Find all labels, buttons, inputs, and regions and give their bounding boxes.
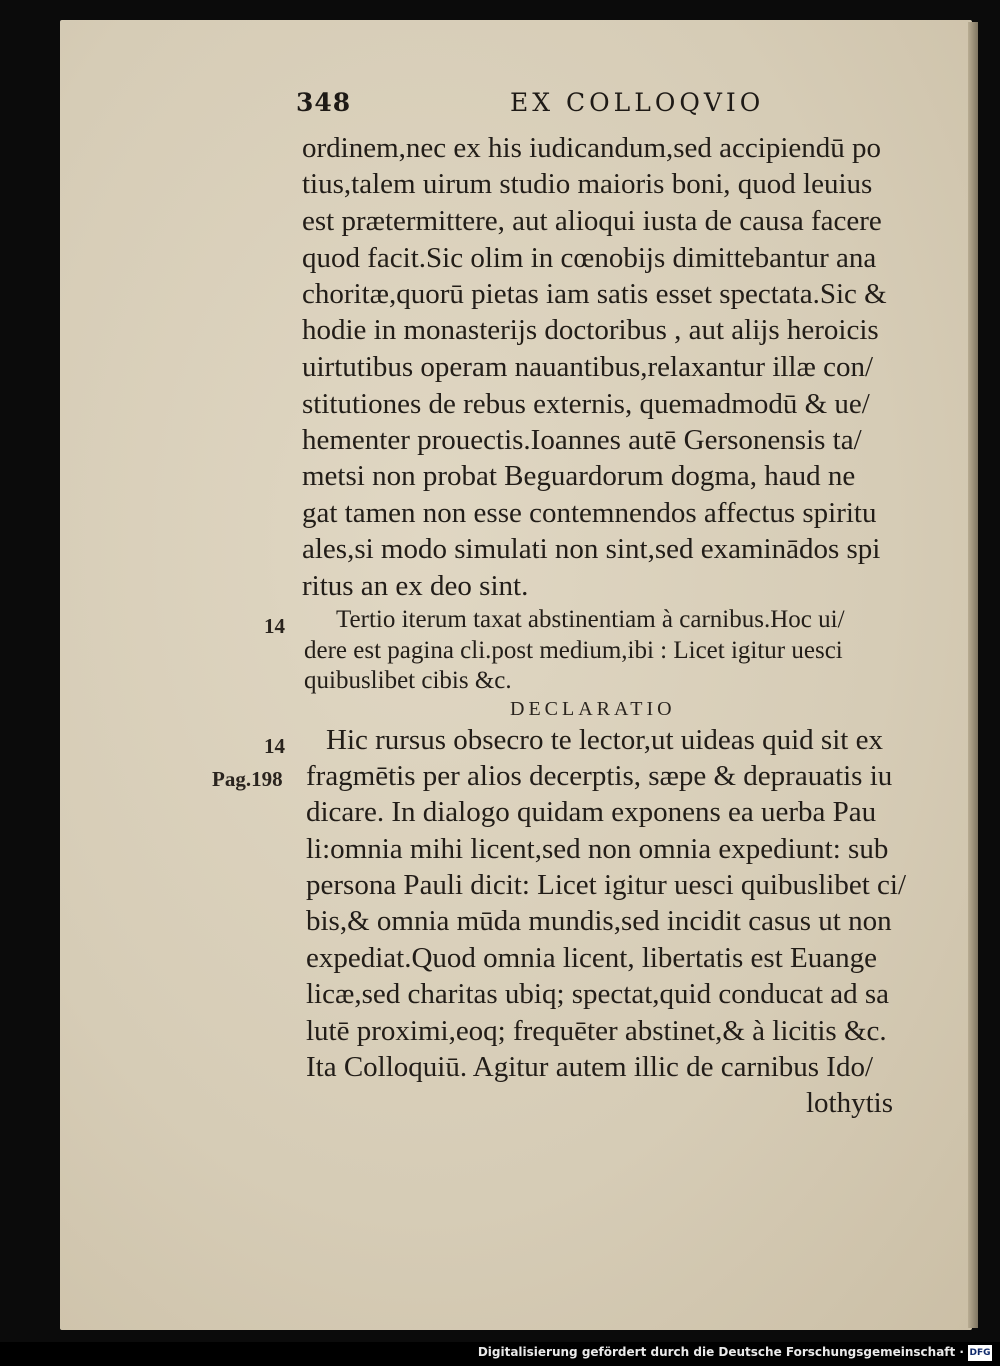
margin-note: 14 — [264, 734, 285, 758]
text-line: ordinem,nec ex his iudicandum,sed accipiendū po — [302, 132, 882, 164]
text-line: metsi non probat Beguardorum dogma, haud ne — [302, 460, 856, 492]
declaratio-line: fragmētis per alios decerptis, sæpe & deprauatis iu — [306, 760, 893, 792]
margin-note-page-ref: Pag.198 — [212, 767, 283, 791]
declaratio-line: expediat.Quod omnia licent, libertatis est Euange — [306, 942, 877, 974]
funding-credit: Digitalisierung gefördert durch die Deutsche Forschungsgemeinschaft · — [477, 1345, 964, 1359]
page-edge-shadow — [968, 22, 978, 1328]
declaratio-line: dicare. In dialogo quidam exponens ea uerba Pau — [306, 796, 877, 828]
declaratio-line: li:omnia mihi licent,sed non omnia expediunt: sub — [306, 833, 889, 865]
running-head — [296, 88, 776, 124]
text-line: stitutiones de rebus externis, quemadmodū & ue/ — [302, 388, 870, 420]
text-line: ales,si modo simulati non sint,sed examinādos spi — [302, 533, 881, 565]
declaratio-line: bis,& omnia mūda mundis,sed incidit casus ut non — [306, 905, 892, 937]
declaratio-line: Hic rursus obsecro te lector,ut uideas quid sit ex — [326, 724, 883, 756]
dfg-logo-icon: DFG — [968, 1345, 992, 1361]
quote-line: Tertio iterum taxat abstinentiam à carnibus.Hoc ui/ — [336, 606, 845, 633]
margin-note: 14 — [264, 614, 285, 638]
text-line: quod facit.Sic olim in cœnobijs dimittebantur ana — [302, 242, 877, 274]
declaratio-line: licæ,sed charitas ubiq; spectat,quid conducat ad sa — [306, 978, 890, 1010]
text-line: choritæ,quorū pietas iam satis esset spectata.Sic & — [302, 278, 887, 310]
text-line: est prætermittere, aut alioqui iusta de causa facere — [302, 205, 882, 237]
text-line: gat tamen non esse contemnendos affectus spiritu — [302, 497, 877, 529]
declaratio-heading: DECLARATIO — [510, 698, 676, 720]
text-line: uirtutibus operam nauantibus,relaxantur illæ con/ — [302, 351, 874, 383]
declaratio-line: persona Pauli dicit: Licet igitur uesci quibuslibet ci/ — [306, 869, 907, 901]
declaratio-line: lutē proximi,eoq; frequēter abstinet,& à licitis &c. — [306, 1015, 887, 1047]
text-line: tius,talem uirum studio maioris boni, quod leuius — [302, 168, 873, 200]
quote-line: dere est pagina cli.post medium,ibi : Licet igitur uesci — [304, 637, 843, 664]
text-line: hodie in monasterijs doctoribus , aut alijs heroicis — [302, 314, 879, 346]
running-title: EX COLLOQVIO — [510, 88, 765, 117]
page-number: 348 — [296, 88, 352, 117]
declaratio-line: Ita Colloquiū. Agitur autem illic de carnibus Ido/ — [306, 1051, 874, 1083]
footer-bar — [0, 1342, 1000, 1366]
text-line: ritus an ex deo sint. — [302, 570, 529, 602]
text-line: hementer prouectis.Ioannes autē Gersonensis ta/ — [302, 424, 862, 456]
quote-line: quibuslibet cibis &c. — [304, 667, 512, 694]
declaratio-line: lothytis — [806, 1087, 894, 1119]
